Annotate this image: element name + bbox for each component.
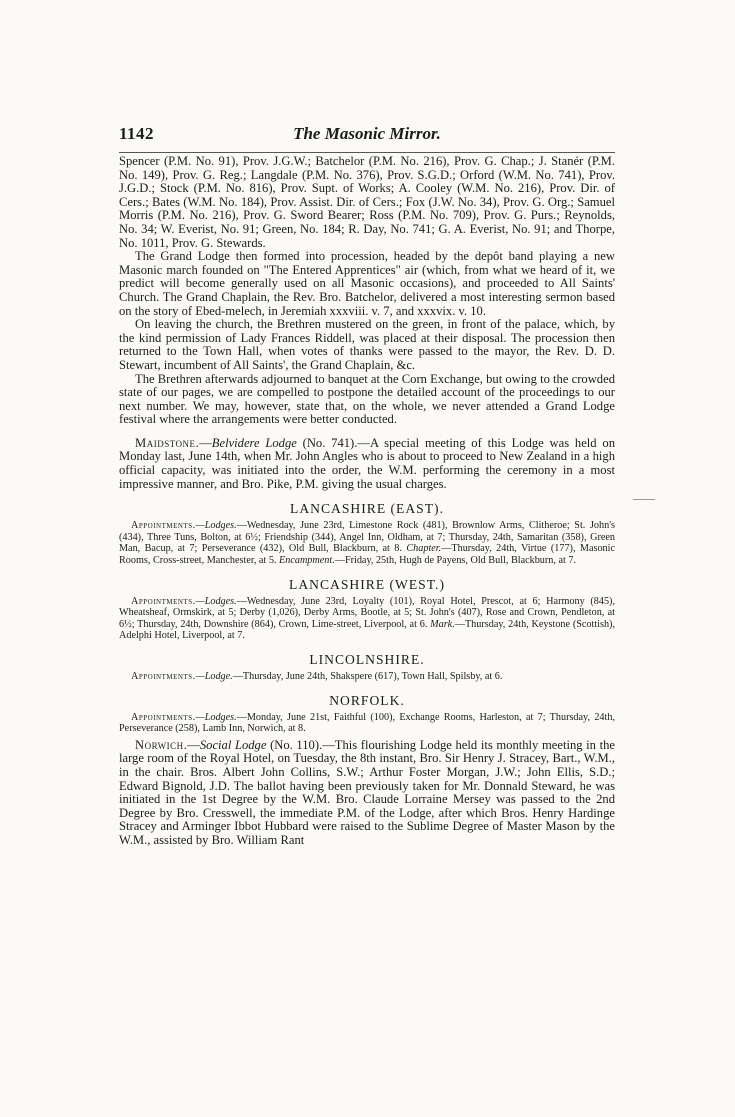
lodges-label: —Lodges. (195, 520, 237, 532)
appointments-label: Appointments. (131, 520, 196, 532)
place-maidstone: Maidstone. (135, 435, 200, 450)
paragraph-procession: The Grand Lodge then formed into procession, headed by the depôt band playing a new Masonic march founded on "The Entered Apprentices" air (which, from what we heard of it, we predict will become generally used on all Masonic occasions), and proceeded to All Saints' Church. The Grand Chaplain, the Rev. Bro. Batchelor, delivered a most interesting sermon based on the story of Ebed-melech, in Jeremiah xxxviii. v. 7, and xxxvix. v. 10. (119, 249, 615, 318)
appointments-label: Appointments. (131, 671, 196, 682)
paragraph-norwich (119, 739, 615, 848)
heading-lancashire-east: LANCASHIRE (EAST). (290, 501, 444, 517)
lodges-label: —Lodges. (195, 711, 237, 723)
appointments-lancashire-east (119, 520, 615, 566)
lancashire-west-text-1: —Wednesday, June 23rd, Loyalty (101), Royal Hotel, Prescot, at 6; Harmony (845), Wheatsheaf, Ormskirk, at 5; Derby (1,026), Derby Arms, Bootle, at 5; St. John's (407), Rose and Crown, Pendleton, at 6½; Thursday, 24th, Downshire (864), Crown, Lime-street, Liverpool, at 6. (119, 595, 615, 630)
maidstone-text: (No. 741).—A special meeting of this Lodge was held on Monday last, June 14th, when Mr. John Angles who is about to proceed to New Zealand in a high official capacity, was initiated into the order, the W.M. performing the ceremony in a most impressive manner, and Bro. Pike, P.M. giving the usual charges. (119, 435, 615, 491)
norwich-text: (No. 110).—This flourishing Lodge held its monthly meeting in the large room of the Royal Hotel, on Tuesday, the 8th instant, Bro. Sir Henry J. Stracey, Bart., W.M., in the chair. Bros. Albert John Collins, S.W.; Arthur Foster Morgan, J.W.; John Ellis, S.D.; Edward Bignold, J.D. The ballot having been previously taken for Mr. Donnald Steward, he was initiated in the 1st Degree by the W.M. Bro. Claude Lorraine Mersey was passed to the 2nd Degree by Bro. Cresswell, the immediate P.M. of the Lodge, after which Bros. Henry Hardinge Stracey and Arminger Ibbot Hubbard were raised to the Sublime Degree of Master Mason by the W.M., assisted by Bro. William Rant (119, 737, 615, 847)
encampment-label: Encampment. (279, 555, 335, 567)
heading-lincolnshire: LINCOLNSHIRE. (309, 652, 425, 667)
lancashire-east-text-1: —Wednesday, June 23rd, Limestone Rock (481), Brownlow Arms, Clitheroe; St. John's (434), Three Tuns, Bolton, at 6½; Friendship (344), Angel Inn, Oldham, at 7; Thursday, 24th, Samaritan (358), Green Man, Bacup, at 7; Perseverance (432), Old Bull, Blackburn, at 8. (119, 520, 615, 555)
lodge-label: —Lodge. (195, 671, 233, 682)
chapter-label: Chapter. (406, 543, 442, 555)
running-head (119, 124, 615, 146)
dash-norwich: — (187, 737, 200, 752)
lodges-label: —Lodges. (195, 595, 237, 607)
appointments-lincolnshire (119, 671, 615, 683)
heading-norfolk: NORFOLK. (329, 692, 405, 708)
lancashire-west-text-2: —Thursday, 24th, Keystone (Scottish), Adelphi Hotel, Liverpool, at 7. (119, 618, 615, 642)
appointments-label: Appointments. (131, 595, 196, 607)
heading-lancashire-west: LANCASHIRE (WEST.) (289, 576, 445, 592)
lincolnshire-text: —Thursday, June 24th, Shakspere (617), Town Hall, Spilsby, at 6. (232, 671, 503, 682)
lodge-name-belvidere: Belvidere Lodge (211, 435, 297, 450)
norfolk-text: —Monday, June 21st, Faithful (100), Exchange Rooms, Harleston, at 7; Thursday, 24th, Perseverance (258), Lamb Inn, Norwich, at 8. (119, 711, 615, 735)
appointments-lancashire-west (119, 596, 615, 642)
lodge-name-social: Social Lodge (199, 737, 267, 752)
page-number: 1142 (119, 124, 155, 143)
paragraph-leaving-church: On leaving the church, the Brethren mustered on the green, in front of the palace, which, by the kind permission of Lady Frances Riddell, was placed at their disposal. The procession then returned to the Town Hall, when votes of thanks were passed to the mayor, the Rev. D. D. Stewart, incumbent of All Saints', the Grand Chaplain, &c. (119, 317, 615, 372)
place-norwich: Norwich. (135, 737, 188, 752)
margin-mark (633, 499, 655, 500)
appointments-label: Appointments. (131, 711, 196, 723)
journal-title: The Masonic Mirror. (293, 124, 441, 143)
mark-label: Mark. (430, 618, 455, 630)
dash-maidstone: — (199, 435, 212, 450)
paragraph-banquet: The Brethren afterwards adjourned to banquet at the Corn Exchange, but owing to the crowded state of our pages, we are compelled to postpone the detailed account of the proceedings to our next number. We may, however, state that, on the whole, we never attended a Grand Lodge festival where the arrangements were better conducted. (119, 371, 615, 427)
paragraph-officers-list: Spencer (P.M. No. 91), Prov. J.G.W.; Batchelor (P.M. No. 216), Prov. G. Chap.; J. Stanér (P.M. No. 149), Prov. G. Reg.; Langdale (P.M. No. 376), Prov. S.G.D.; Orford (W.M. No. 741), Prov. J.G.D.; Stock (P.M. No. 816), Prov. Supt. of Works; A. Cooley (W.M. No. 216), Prov. Dir. of Cers.; Bates (W.M. No. 184), Prov. Assist. Dir. of Cers.; Fox (J.W. No. 34), Prov. G. Org.; Samuel Morris (P.M. No. 216), Prov. G. Sword Bearer; Ross (P.M. No. 709), Prov. G. Purs.; Reynolds, No. 34; W. Everist, No. 91; Green, No. 184; R. Day, No. 741; G. A. Everist, No. 91; and Thorpe, No. 1011, Prov. G. Stewards. (119, 154, 615, 250)
lancashire-east-text-3: —Friday, 25th, Hugh de Payens, Old Bull, Blackburn, at 7. (334, 555, 577, 567)
lancashire-east-text-2: —Thursday, 24th, Virtue (177), Masonic Rooms, Cross-street, Manchester, at 5. (119, 543, 615, 567)
header-rule (119, 152, 615, 153)
appointments-norfolk (119, 712, 615, 735)
paragraph-maidstone (119, 437, 615, 491)
page-body (119, 124, 615, 848)
